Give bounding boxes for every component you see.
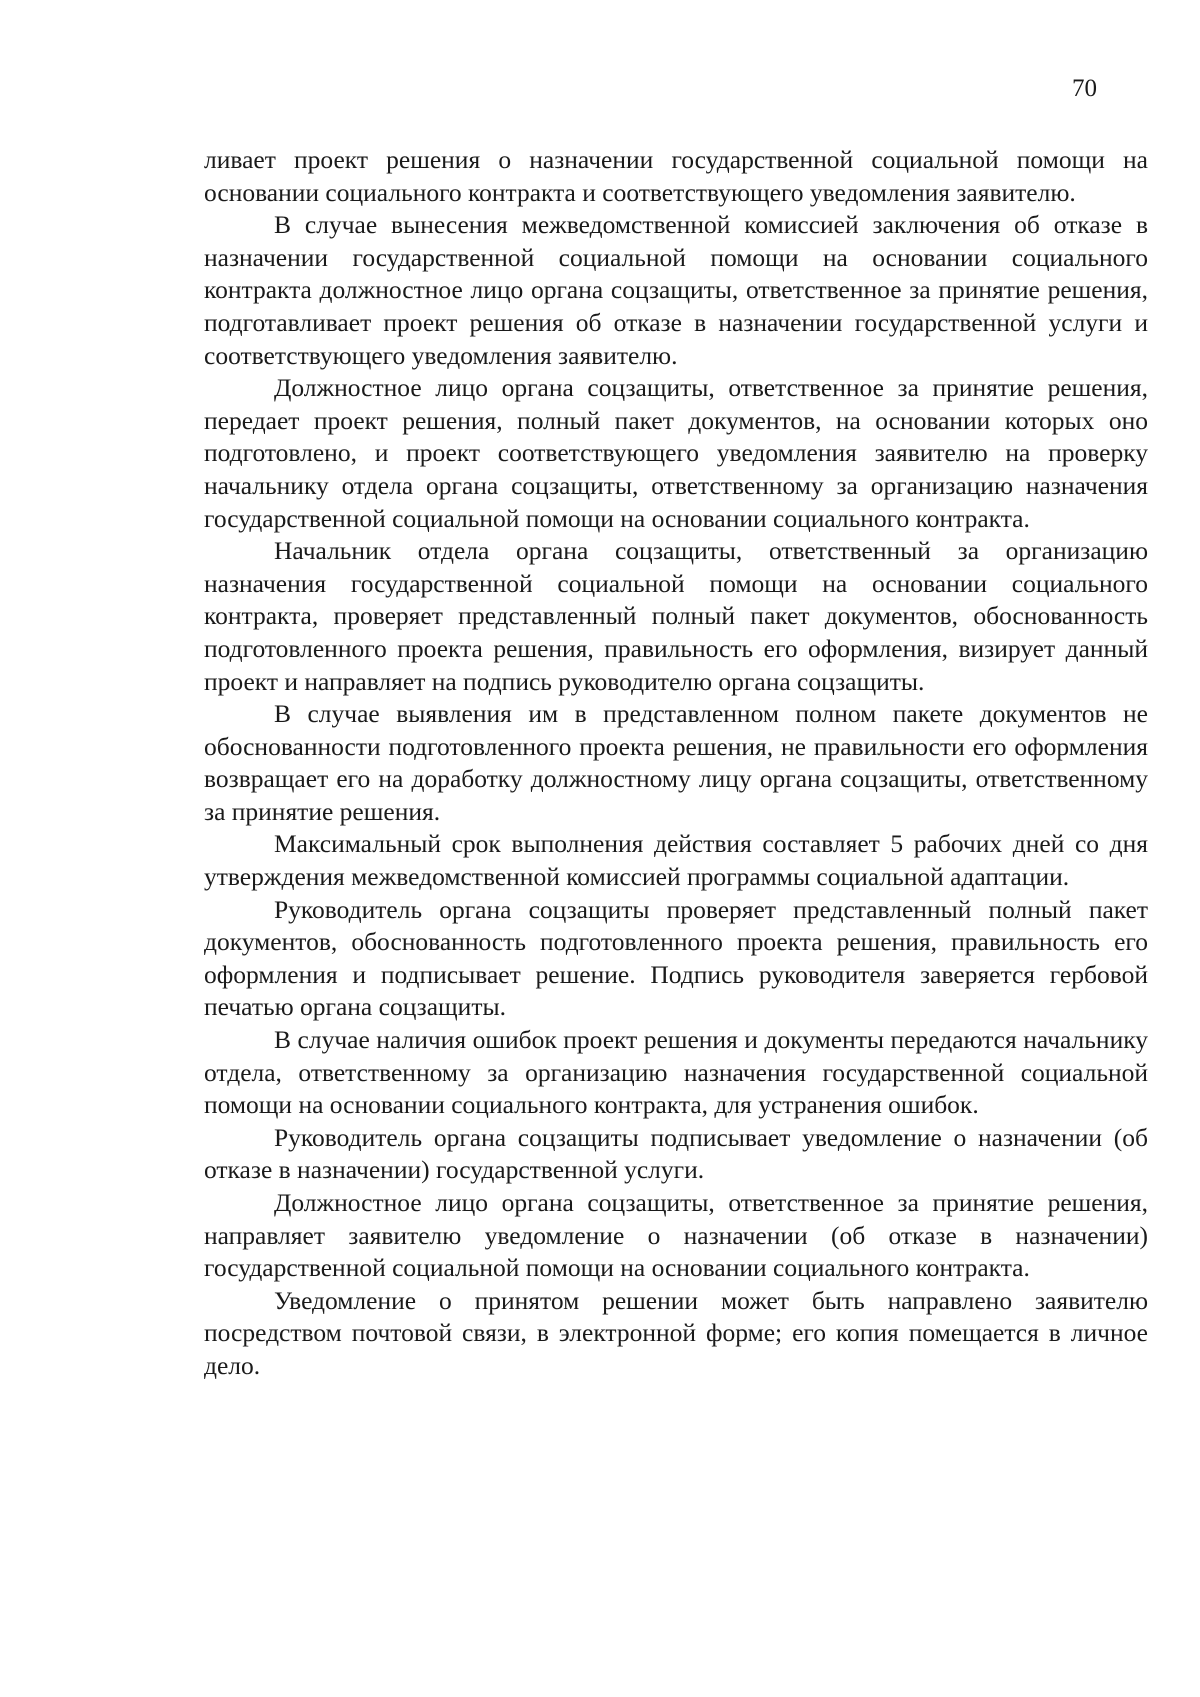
- paragraph-transfer-for-review: Должностное лицо органа соцзащиты, ответственное за принятие решения, передает проект решения, полный пакет документов, на основании которых оно подготовлено, и проект соответствующего уведомления заявителю на проверку начальнику отдела органа соцзащиты, ответственному за организацию назначения государственной социальной помощи на основании социального контракта.: [204, 373, 1148, 533]
- paragraph-head-signs: Руководитель органа соцзащиты проверяет представленный полный пакет документов, обоснованность подготовленного проекта решения, правильность его оформления и подписывает решение. Подпись руководителя заверяется гербовой печатью органа соцзащиты.: [204, 894, 1148, 1022]
- page-number: 70: [1072, 75, 1097, 102]
- paragraph-max-term: Максимальный срок выполнения действия составляет 5 рабочих дней со дня утверждения межведомственной комиссией программы социальной адаптации.: [204, 829, 1148, 892]
- paragraph-continuation: ливает проект решения о назначении государственной социальной помощи на основании социального контракта и соответствующего уведомления заявителю.: [204, 145, 1148, 207]
- paragraph-notice-sent: Должностное лицо органа соцзащиты, ответственное за принятие решения, направляет заявителю уведомление о назначении (об отказе в назначении) государственной социальной помощи на основании социального контракта.: [204, 1188, 1148, 1283]
- paragraph-department-head-check: Начальник отдела органа соцзащиты, ответственный за организацию назначения государственной социальной помощи на основании социального контракта, проверяет представленный полный пакет документов, обоснованность подготовленного проекта решения, правильность его оформления, визирует данный проект и направляет на подпись руководителю органа соцзащиты.: [204, 536, 1148, 696]
- paragraph-head-signs-notice: Руководитель органа соцзащиты подписывает уведомление о назначении (об отказе в назначении) государственной услуги.: [204, 1122, 1148, 1185]
- paragraph-notice-delivery: Уведомление о принятом решении может быть направлено заявителю посредством почтовой связи, в электронной форме; его копия помещается в личное дело.: [204, 1285, 1148, 1380]
- paragraph-refusal-conclusion: В случае вынесения межведомственной комиссией заключения об отказе в назначении государственной социальной помощи на основании социального контракта должностное лицо органа соцзащиты, ответственное за принятие решения, подготавливает проект решения об отказе в назначении государственной услуги и соответствующего уведомления заявителю.: [204, 210, 1148, 370]
- paragraph-return-for-revision: В случае выявления им в представленном полном пакете документов не обоснованности подготовленного проекта решения, не правильности его оформления возвращает его на доработку должностному лицу органа соцзащиты, ответственному за принятие решения.: [204, 699, 1148, 826]
- paragraph-errors-correction: В случае наличия ошибок проект решения и документы передаются начальнику отдела, ответственному за организацию назначения государственной социальной помощи на основании социального контракта, для устранения ошибок.: [204, 1025, 1148, 1120]
- body-text: [204, 144, 1148, 1383]
